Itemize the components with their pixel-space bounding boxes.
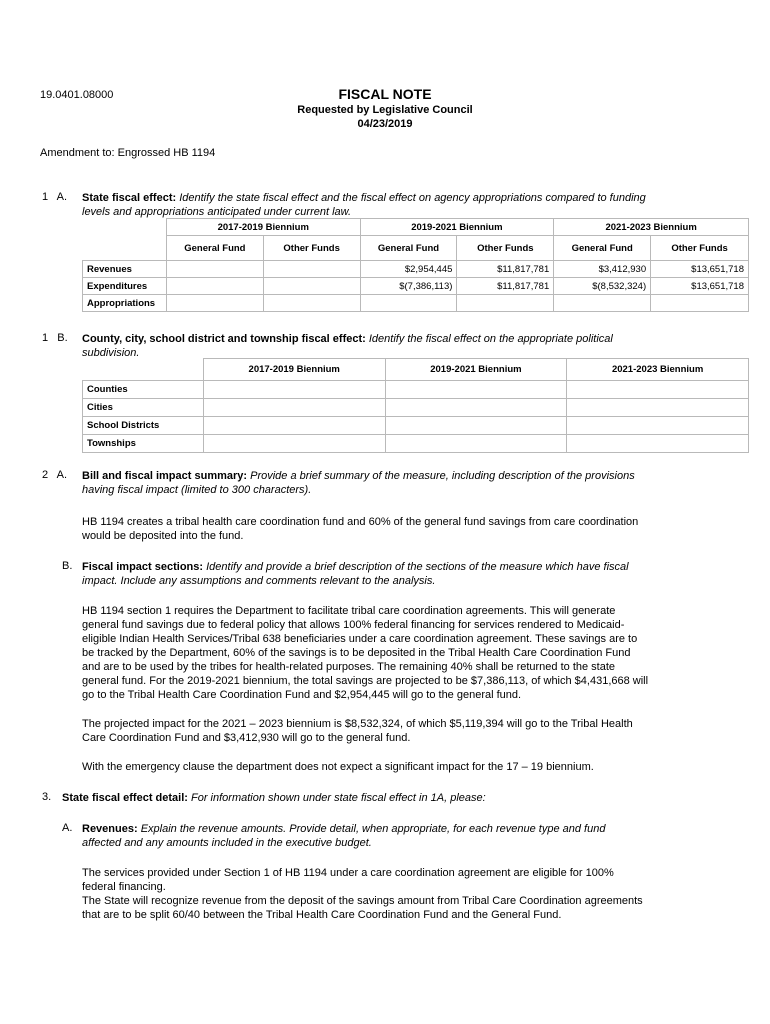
section-3-heading [62,791,486,805]
paragraph-line: The projected impact for the 2021 – 2023 biennium is $8,532,324, of which $5,119,394 will go to the Tribal Health [82,718,633,730]
table-row [83,435,749,453]
section-1b-heading [82,332,613,360]
section-1b-number: 1 B. [42,332,68,344]
section-2b-paragraph-3: With the emergency clause the department does not expect a significant impact for the 17 – 19 biennium. [82,761,594,773]
section-2a-heading [82,469,635,497]
paragraph-line: eligible Indian Health Services/Tribal 638 beneficiaries under a care coordination agreement. These savings are to [82,633,638,645]
section-3a-instruction: Explain the revenue amounts. Provide detail, when appropriate, for each revenue type and fund [137,823,606,835]
summary-line: HB 1194 creates a tribal health care coordination fund and 60% of the general fund savings from care coordination [82,516,639,528]
table-cell: $13,651,718 [651,278,749,295]
paragraph-line: that are to be split 60/40 between the Tribal Health Care Coordination Fund and the General Fund. [82,909,562,921]
paragraph-line: Care Coordination Fund and $3,412,930 will go to the general fund. [82,732,411,744]
table-cell [263,261,360,278]
section-2a-label: Bill and fiscal impact summary: [82,470,248,482]
biennium-header: 2017-2019 Biennium [203,359,385,381]
paragraph-line: be tracked by the Department, 60% of the savings is to be deposited in the Tribal Health Care Coordination Fund [82,647,631,659]
section-1a-number: 1 A. [42,191,68,203]
fund-header: General Fund [360,236,457,261]
table-row [83,261,749,278]
section-2b-heading [82,560,629,588]
table-row [83,278,749,295]
section-3-label: State fiscal effect detail: [62,792,188,804]
summary-line: would be deposited into the fund. [82,530,244,542]
fund-header: Other Funds [651,236,749,261]
section-1b-instruction: Identify the fiscal effect on the appropriate political [365,333,613,345]
paragraph-line: general fund. For the 2019-2021 biennium, the total savings are projected to be $7,386,113, of which $4,431,668 will [82,675,649,687]
paragraph-line: The services provided under Section 1 of HB 1194 under a care coordination agreement are eligible for 100% [82,867,614,879]
section-1b-label: County, city, school district and township fiscal effect: [82,333,366,345]
section-2b-paragraph-2 [82,717,633,745]
row-label: Appropriations [83,295,167,312]
table-cell: $3,412,930 [554,261,651,278]
table-cell [166,278,263,295]
section-2a-number: 2 A. [42,469,68,481]
table-cell [554,295,651,312]
section-3-number: 3. [42,791,52,803]
section-3-instruction: For information shown under state fiscal effect in 1A, please: [187,792,486,804]
fund-header: Other Funds [457,236,554,261]
section-1b-instruction-2: subdivision. [82,347,140,359]
section-2b-label: Fiscal impact sections: [82,561,204,573]
biennium-header: 2021-2023 Biennium [567,359,749,381]
table-cell: $11,817,781 [457,278,554,295]
fund-header: Other Funds [263,236,360,261]
amendment-line: Amendment to: Engrossed HB 1194 [40,147,216,159]
row-label: Counties [83,381,204,399]
section-3a-text [82,866,643,922]
section-1a-label: State fiscal effect: [82,192,177,204]
section-2a-instruction-2: having fiscal impact (limited to 300 characters). [82,484,312,496]
row-label: Townships [83,435,204,453]
paragraph-line: and are to be used by the tribes for health-related purposes. The remaining 40% shall be returned to the state [82,661,616,673]
section-3a-instruction-2: affected and any amounts included in the executive budget. [82,837,372,849]
table-cell [166,295,263,312]
row-label: School Districts [83,417,204,435]
paragraph-line: general fund savings due to federal policy that allows 100% federal financing for services rendered to Medicaid- [82,619,625,631]
table-cell: $13,651,718 [651,261,749,278]
fund-header: General Fund [554,236,651,261]
biennium-header: 2021-2023 Biennium [554,219,749,236]
section-3a-label: Revenues: [82,823,138,835]
table-cell [263,278,360,295]
section-3a-heading [82,822,605,850]
table-cell: $(7,386,113) [360,278,457,295]
section-2a-summary [82,515,638,543]
table-cell [166,261,263,278]
section-2b-paragraph-1 [82,604,648,702]
table-cell: $2,954,445 [360,261,457,278]
table-cell [360,295,457,312]
row-label: Cities [83,399,204,417]
section-2a-instruction: Provide a brief summary of the measure, including description of the provisions [247,470,635,482]
document-date: 04/23/2019 [357,118,413,130]
section-2b-instruction: Identify and provide a brief description of the sections of the measure which have fiscal [203,561,629,573]
document-title: FISCAL NOTE [338,86,432,102]
section-1a-instruction: Identify the state fiscal effect and the fiscal effect on agency appropriations compared to funding [176,192,646,204]
paragraph-line: HB 1194 section 1 requires the Department to facilitate tribal care coordination agreements. This will generate [82,605,616,617]
paragraph-line: The State will recognize revenue from the deposit of the savings amount from Tribal Care Coordination agreements [82,895,643,907]
table-row [83,295,749,312]
section-1a-heading [82,191,646,219]
table-cell: $11,817,781 [457,261,554,278]
table-cell: $(8,532,324) [554,278,651,295]
table-cell [263,295,360,312]
biennium-header: 2019-2021 Biennium [360,219,554,236]
table-cell [651,295,749,312]
paragraph-line: federal financing. [82,881,166,893]
section-2b-number: B. [62,560,73,572]
row-label: Revenues [83,261,167,278]
table-row [83,381,749,399]
biennium-header: 2019-2021 Biennium [385,359,567,381]
section-2b-instruction-2: impact. Include any assumptions and comments relevant to the analysis. [82,575,436,587]
fund-header: General Fund [166,236,263,261]
table-row [83,417,749,435]
requested-by: Requested by Legislative Council [297,104,473,116]
state-fiscal-effect-table [82,218,749,312]
biennium-header: 2017-2019 Biennium [166,219,360,236]
row-label: Expenditures [83,278,167,295]
paragraph-line: go to the Tribal Health Care Coordination Fund and $2,954,445 will go to the general fund. [82,689,522,701]
bill-number: 19.0401.08000 [40,89,114,101]
table-cell [457,295,554,312]
section-3a-number: A. [62,822,73,834]
political-subdivision-table [82,358,749,453]
table-row [83,399,749,417]
section-1a-instruction-2: levels and appropriations anticipated under current law. [82,206,352,218]
